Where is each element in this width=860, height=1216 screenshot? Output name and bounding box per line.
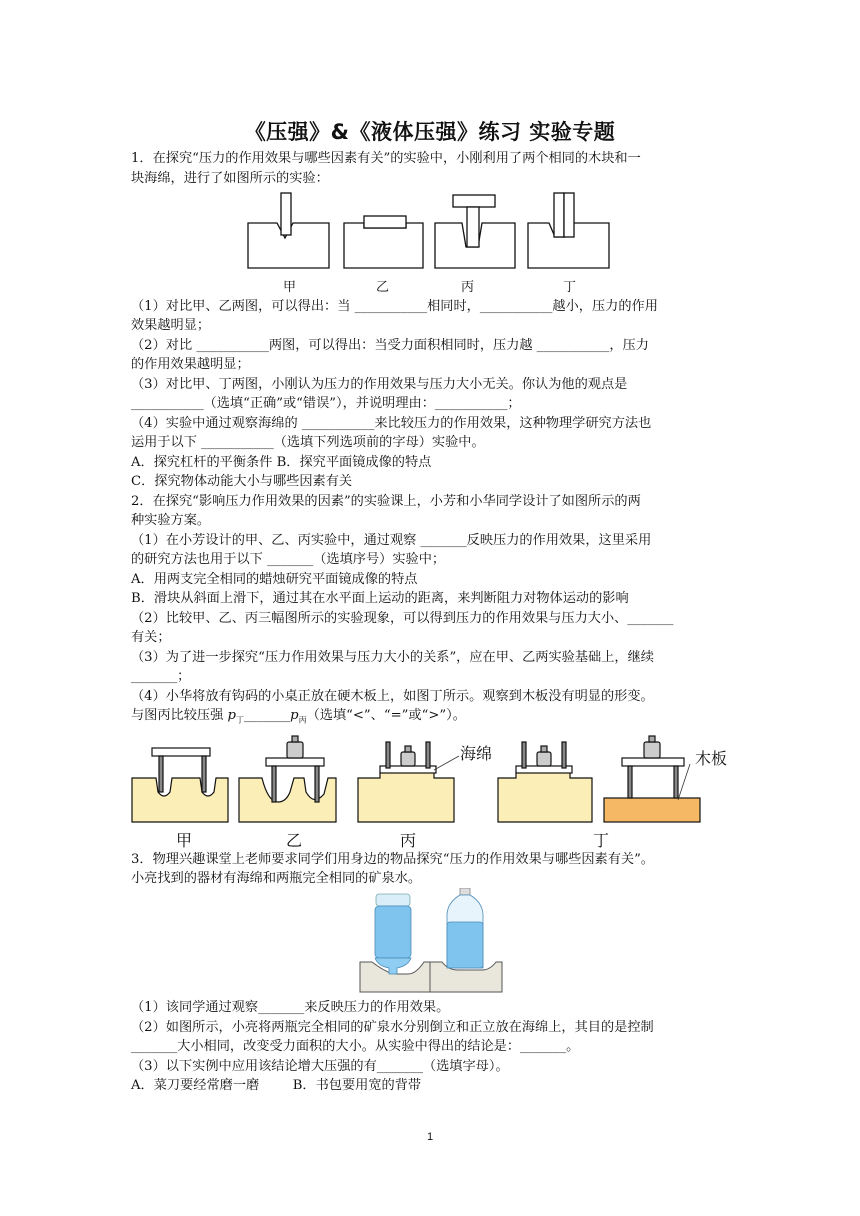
page-title: 《压强》&《液体压强》练习 实验专题 bbox=[244, 120, 616, 144]
q2-table-leg-ding-right bbox=[562, 742, 566, 768]
q2-part3-line1: （3）为了进一步探究“压力作用效果与压力大小的关系”，应在甲、乙两实验基础上，继续 bbox=[131, 650, 654, 665]
q2-sub-ding: 丁 bbox=[235, 715, 244, 725]
q2-label-yi: 乙 bbox=[286, 831, 303, 850]
q3-options: A．菜刀要经常磨一磨 B．书包要用宽的背带 bbox=[131, 1078, 422, 1093]
q2-sponge-jia bbox=[132, 778, 228, 822]
q2-weight-board bbox=[644, 742, 660, 758]
q1-block-ding-a bbox=[554, 193, 564, 237]
q2-board-leader bbox=[678, 764, 690, 800]
q2-sponge-leader bbox=[434, 756, 459, 770]
q2-part4-text-a: 与图丙比较压强 bbox=[131, 708, 228, 723]
q3-part3: （3）以下实例中应用该结论增大压强的有_______（选填字母）。 bbox=[131, 1059, 509, 1074]
q2-intro-line1: 2．在探究“影响压力作用效果的因素”的实验课上，小芳和小华同学设计了如图所示的两 bbox=[131, 494, 641, 509]
q2-label-sponge: 海绵 bbox=[460, 744, 493, 763]
q2-p-symbol-ding: p bbox=[227, 708, 236, 723]
q2-weight-ding bbox=[537, 752, 551, 766]
q2-weight-yi-hook bbox=[292, 736, 298, 742]
q2-sponge-yi bbox=[239, 778, 336, 822]
q2-sub-bing: 丙 bbox=[298, 715, 307, 725]
q1-block-ding-b bbox=[564, 193, 574, 237]
q2-part2-line1: （2）比较甲、乙、丙三幅图所示的实验现象，可以得到压力的作用效果与压力大小、_______ bbox=[131, 611, 674, 626]
q3-intro-line2: 小亮找到的器材有海绵和两瓶完全相同的矿泉水。 bbox=[131, 871, 422, 886]
q1-block-yi bbox=[364, 216, 406, 228]
q2-weight-bing-hook bbox=[405, 746, 411, 752]
q1-part4-line2: 运用于以下 ___________（选填下列选项前的字母）实验中。 bbox=[131, 435, 485, 450]
q2-table-leg-yi-left bbox=[272, 766, 276, 802]
q2-label-jia: 甲 bbox=[176, 831, 193, 850]
q2-table-leg-bing-left bbox=[386, 742, 390, 768]
q3-bottle-inverted bbox=[375, 894, 411, 974]
q2-wood-board bbox=[604, 798, 700, 822]
q2-weight-bing bbox=[401, 752, 415, 766]
q1-part3-line1: （3）对比甲、丁两图，小刚认为压力的作用效果与压力大小无关。你认为他的观点是 bbox=[131, 377, 628, 392]
q2-table-leg-bing-right bbox=[426, 742, 430, 768]
q2-weight-yi bbox=[287, 742, 303, 758]
q1-block-bing-top bbox=[453, 195, 495, 207]
q1-intro-line2: 块海绵，进行了如图所示的实验： bbox=[131, 171, 329, 186]
page-number: 1 bbox=[426, 1131, 434, 1143]
q2-p-symbol-bing: p bbox=[290, 708, 299, 723]
q1-label-jia: 甲 bbox=[283, 280, 297, 295]
q2-option-b: B．滑块从斜面上滑下，通过其在水平面上运动的距离，来判断阻力对物体运动的影响 bbox=[131, 591, 629, 606]
q1-part1-line2: 效果越明显； bbox=[131, 318, 211, 333]
q2-option-a: A．用两支完全相同的蜡烛研究平面镜成像的特点 bbox=[131, 572, 418, 587]
q3-intro-line1: 3．物理兴趣课堂上老师要求同学们用身边的物品探究“压力的作用效果与哪些因素有关”。 bbox=[131, 852, 654, 867]
q1-option-c: C．探究物体动能大小与哪些因素有关 bbox=[131, 474, 353, 489]
q1-intro-line1: 1．在探究“压力的作用效果与哪些因素有关”的实验中，小刚利用了两个相同的木块和一 bbox=[131, 151, 641, 166]
q2-part1-line1: （1）在小芳设计的甲、乙、丙实验中，通过观察 _______反映压力的作用效果，这里采用 bbox=[131, 533, 652, 548]
q1-label-yi: 乙 bbox=[376, 280, 390, 295]
q2-table-top-yi bbox=[266, 758, 324, 766]
q1-block-bing-stem bbox=[467, 207, 479, 247]
q2-table-leg-board-left bbox=[628, 766, 632, 798]
q2-table-leg-yi-right bbox=[315, 766, 319, 802]
q2-sponge-ding bbox=[498, 772, 592, 822]
q1-label-bing: 丙 bbox=[461, 280, 475, 295]
q3-part1: （1）该同学通过观察_______来反映压力的作用效果。 bbox=[131, 1000, 450, 1015]
q1-block-jia bbox=[281, 193, 291, 235]
q1-part3-line2: ___________（选填“正确”或“错误”），并说明理由：___________； bbox=[131, 396, 521, 411]
q2-part4-text-b: （选填“<”、“=”或“>”）。 bbox=[306, 708, 466, 723]
q1-part2-line1: （2）对比 ___________两图，可以得出：当受力面积相同时，压力越 ___________，压力 bbox=[131, 338, 649, 353]
q2-table-leg-jia-left bbox=[159, 756, 163, 792]
q2-part1-line2: 的研究方法也用于以下 _______（选填序号）实验中； bbox=[131, 552, 446, 567]
q2-label-board: 木板 bbox=[695, 749, 728, 768]
q1-label-ding: 丁 bbox=[563, 280, 577, 295]
q3-bottle-upright bbox=[447, 888, 483, 968]
q2-table-leg-board-right bbox=[674, 766, 678, 798]
q2-figure bbox=[128, 730, 768, 826]
q1-part4-line1: （4）实验中通过观察海绵的 ___________来比较压力的作用效果，这种物理学研究方法也 bbox=[131, 416, 652, 431]
q3-figure bbox=[358, 888, 504, 994]
q2-part3-line2: _______； bbox=[131, 669, 191, 684]
q1-options-ab: A．探究杠杆的平衡条件 B．探究平面镜成像的特点 bbox=[131, 455, 432, 470]
q2-sponge-bing bbox=[358, 772, 454, 822]
q1-part1-line1: （1）对比甲、乙两图，可以得出：当 ___________相同时，___________越小，压力的作用 bbox=[131, 299, 658, 314]
q2-table-top-jia bbox=[152, 748, 210, 756]
q2-label-bing: 丙 bbox=[400, 831, 417, 850]
q2-part4-line2 bbox=[131, 707, 731, 730]
q2-weight-ding-hook bbox=[541, 746, 547, 752]
q3-part2-line2: _______大小相同，改变受力面积的大小。从实验中得出的结论是：_______。 bbox=[131, 1039, 580, 1054]
q2-table-top-board bbox=[622, 758, 684, 766]
q2-part2-line2: 有关； bbox=[131, 630, 171, 645]
q3-part2-line1: （2）如图所示，小亮将两瓶完全相同的矿泉水分别倒立和正立放在海绵上，其目的是控制 bbox=[131, 1020, 654, 1035]
q2-label-ding: 丁 bbox=[593, 831, 610, 850]
q2-table-leg-jia-right bbox=[202, 756, 206, 792]
q2-intro-line2: 种实验方案。 bbox=[131, 513, 211, 528]
q1-sponge-yi bbox=[344, 223, 423, 268]
q2-weight-board-hook bbox=[649, 736, 655, 742]
q2-part4-blank: _______ bbox=[243, 708, 291, 723]
q1-part2-line2: 的作用效果越明显； bbox=[131, 357, 250, 372]
q2-part4-line1: （4）小华将放有钩码的小桌正放在硬木板上，如图丁所示。观察到木板没有明显的形变。 bbox=[131, 689, 654, 704]
q2-table-leg-ding-left bbox=[522, 742, 526, 768]
